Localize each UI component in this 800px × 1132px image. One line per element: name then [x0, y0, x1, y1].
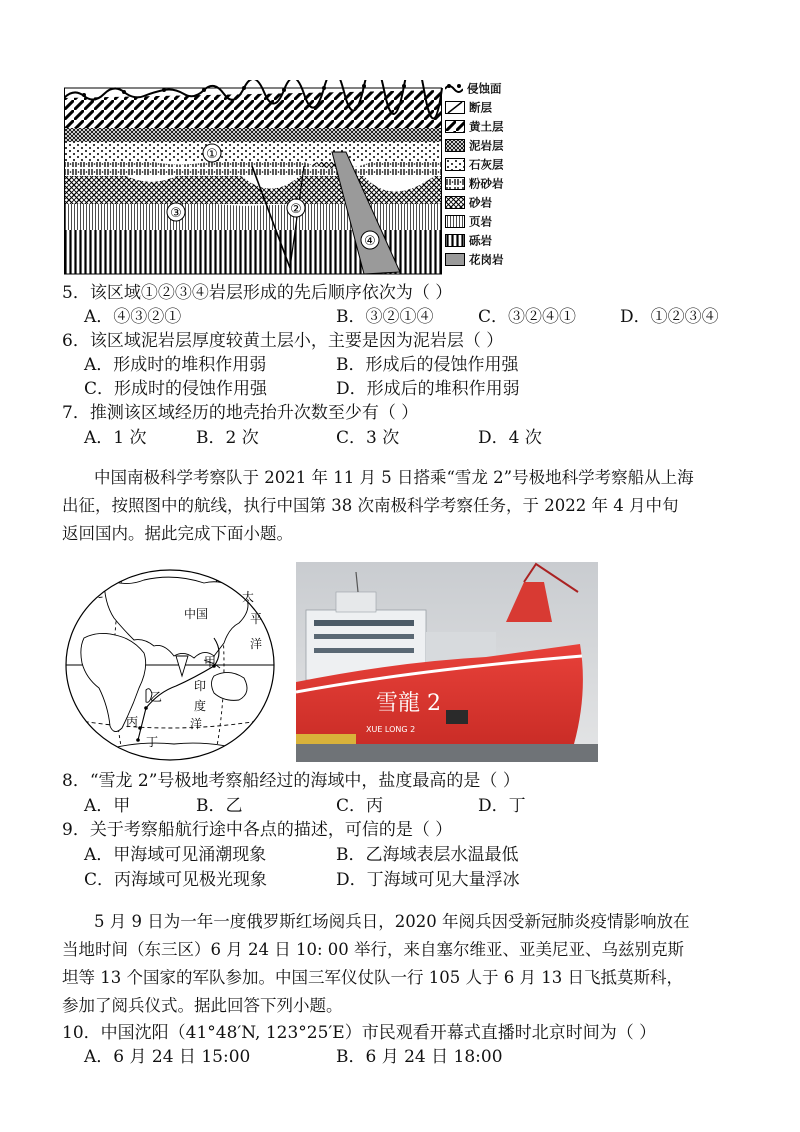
legend-label: 砂岩 [469, 195, 492, 210]
q7-option-c[interactable]: C．3 次 [336, 428, 400, 448]
mudstone-icon [445, 139, 465, 152]
granite-icon [445, 253, 465, 266]
map-label-du: 度 [194, 699, 207, 713]
legend-item [445, 232, 492, 248]
legend-label: 泥岩层 [469, 138, 504, 153]
legend-label: 砾岩 [469, 233, 492, 248]
q8-stem: 8．“雪龙 2”号极地考察船经过的海域中，盐度最高的是（ ） [62, 771, 520, 791]
region-label-2: ② [290, 202, 302, 217]
q7-option-b[interactable]: B．2 次 [196, 428, 259, 448]
q5-option-a[interactable]: A．④③②① [84, 307, 182, 327]
globe-route-map [64, 568, 276, 762]
map-label-yin: 印 [194, 679, 207, 693]
map-label-ding: 丁 [146, 735, 159, 749]
legend-label: 页岩 [469, 214, 492, 229]
legend-item [445, 175, 504, 191]
region-label-4: ④ [364, 234, 376, 249]
geologic-cross-section [64, 80, 444, 276]
siltstone-icon [445, 177, 465, 190]
q10-option-a[interactable]: A．6 月 24 日 15:00 [84, 1047, 251, 1067]
q7-stem: 7．推测该区域经历的地壳抬升次数至少有（ ） [62, 403, 419, 423]
legend-item [445, 80, 502, 96]
region-label-1: ① [206, 147, 218, 162]
legend-label: 花岗岩 [469, 252, 504, 267]
q7-option-a[interactable]: A．1 次 [84, 428, 147, 448]
ship-photo [296, 562, 598, 762]
legend-item [445, 251, 504, 267]
q9-option-a[interactable]: A．甲海域可见涌潮现象 [84, 845, 267, 865]
ship-hull-roman: XUE LONG 2 [366, 725, 416, 734]
q8-option-d[interactable]: D．丁 [478, 796, 526, 816]
q8-option-c[interactable]: C．丙 [336, 796, 384, 816]
intro3-line2: 当地时间（东三区）6 月 24 日 10: 00 举行，来自塞尔维亚、亚美尼亚、乌兹别克斯 [62, 940, 685, 959]
q6-stem: 6．该区域泥岩层厚度较黄土层小，主要是因为泥岩层（ ） [62, 331, 504, 351]
intro2-line1: 中国南极科学考察队于 2021 年 11 月 5 日搭乘“雪龙 2”号极地科学考察船从上海 [94, 468, 694, 487]
limestone-icon [445, 158, 465, 171]
intro2-line3: 返回国内。据此完成下面小题。 [62, 524, 293, 543]
conglomerate-icon [445, 234, 465, 247]
legend-item [445, 156, 504, 172]
legend-label: 断层 [469, 100, 492, 115]
map-label-pacific-1: 太 [242, 590, 255, 604]
q5-option-b[interactable]: B．③②①④ [336, 307, 434, 327]
loess-icon [445, 120, 465, 133]
q8-option-a[interactable]: A．甲 [84, 796, 131, 816]
q9-option-b[interactable]: B．乙海域表层水温最低 [336, 845, 519, 865]
q6-option-c[interactable]: C．形成时的侵蚀作用强 [84, 379, 268, 399]
shale-icon [445, 215, 465, 228]
map-label-jia: 甲 [204, 655, 217, 669]
intro3-line1: 5 月 9 日为一年一度俄罗斯红场阅兵日，2020 年阅兵因受新冠肺炎疫情影响放在 [94, 912, 690, 931]
map-label-bing: 丙 [126, 715, 139, 729]
intro3-line4: 参加了阅兵仪式。据此回答下列小题。 [62, 996, 343, 1015]
ship-hull-name: 雪龍 2 [376, 691, 441, 716]
intro3-line3: 坦等 13 个国家的军队参加。中国三军仪仗队一行 105 人于 6 月 13 日飞抵莫斯科， [62, 968, 683, 987]
erosion-surface-icon [445, 83, 463, 94]
intro2-line2: 出征，按照图中的航线，执行中国第 38 次南极科学考察任务，于 2022 年 4 月中旬 [62, 496, 679, 515]
q10-stem: 10．中国沈阳（41°48′N, 123°25′E）市民观看开幕式直播时北京时间为（ ） [62, 1023, 657, 1043]
map-label-china: 中国 [184, 607, 209, 621]
map-label-pacific-2: 平 [250, 612, 263, 626]
legend-item [445, 213, 492, 229]
map-label-yang: 洋 [190, 717, 203, 731]
legend-label: 石灰层 [469, 157, 504, 172]
sandstone-icon [445, 196, 465, 209]
q5-option-d[interactable]: D．①②③④ [620, 307, 719, 327]
q5-stem: 5．该区域①②③④岩层形成的先后顺序依次为（ ） [62, 283, 453, 303]
legend-item [445, 118, 504, 134]
legend-item [445, 99, 492, 115]
q10-option-b[interactable]: B．6 月 24 日 18:00 [336, 1047, 503, 1067]
legend-label: 侵蚀面 [467, 81, 502, 96]
legend-label: 黄土层 [469, 119, 504, 134]
q6-option-b[interactable]: B．形成后的侵蚀作用强 [336, 355, 519, 375]
q6-option-a[interactable]: A．形成时的堆积作用弱 [84, 355, 267, 375]
map-label-pacific-3: 洋 [250, 637, 263, 651]
region-label-3: ③ [170, 206, 182, 221]
q6-option-d[interactable]: D．形成后的堆积作用弱 [336, 379, 520, 399]
q8-option-b[interactable]: B．乙 [196, 796, 243, 816]
legend-label: 粉砂岩 [469, 176, 504, 191]
legend-item [445, 194, 492, 210]
q5-option-c[interactable]: C．③②④① [478, 307, 577, 327]
q9-stem: 9．关于考察船航行途中各点的描述，可信的是（ ） [62, 820, 453, 840]
q7-option-d[interactable]: D．4 次 [478, 428, 542, 448]
map-label-yi: 乙 [150, 690, 163, 704]
q9-option-c[interactable]: C．丙海域可见极光现象 [84, 870, 268, 890]
legend-item [445, 137, 504, 153]
fault-icon [445, 101, 465, 114]
q9-option-d[interactable]: D．丁海域可见大量浮冰 [336, 870, 520, 890]
